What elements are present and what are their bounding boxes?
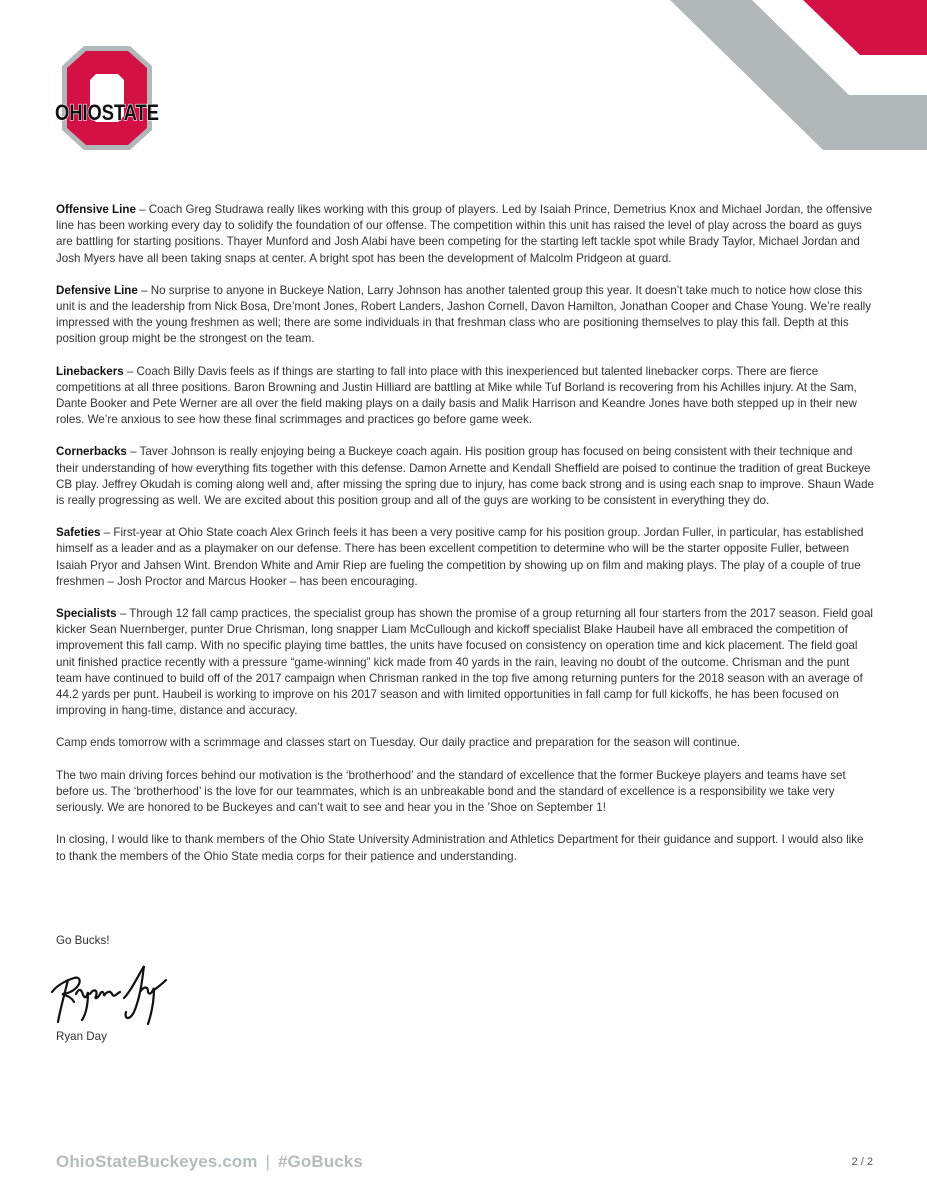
section-heading: Defensive Line	[56, 283, 138, 297]
paragraph-camp-ends: Camp ends tomorrow with a scrimmage and classes start on Tuesday. Our daily practice and preparation for the season will continue.	[56, 736, 741, 750]
section-heading: Cornerbacks	[56, 445, 127, 459]
svg-text:OHIOSTATE: OHIOSTATE	[55, 100, 159, 125]
section-text: – Through 12 fall camp practices, the specialist group has shown the promise of a group returning all four starters from the 2017 season. Field goal kicker Sean Nuernberger, punter Drue Chrisman, long snapper Liam McCullough and kickoff specialist Blake Haubeil have all embraced the competition of improvement this fall camp. With no specific playing time battles, the units have focused on consistency on operation time and kick placement. The field goal unit finished practice recently with a pressure “game-winning” kick made from 40 yards in the rain, leaving no doubt of the outcome. Chrisman and the punt team have continued to build off of the 2017 campaign when Chrisman ranked in the top five among returning punters for the 2018 season with an average of 44.2 yards per punt. Haubeil is working to improve on his 2017 season and with limited opportunities in fall camp for full kickoffs, he has been focused on improving in hang-time, distance and accuracy.	[56, 607, 873, 718]
footer-hashtag: #GoBucks	[277, 1152, 363, 1171]
section-specialists	[56, 606, 874, 719]
section-offensive-line	[56, 202, 874, 267]
signature-image	[48, 958, 173, 1030]
section-heading: Safeties	[56, 526, 101, 540]
paragraph-brotherhood: The two main driving forces behind our motivation is the ‘brotherhood’ and the standard of excellence that the former Buckeye players and teams have set before us. The ‘brotherhood’ is the love for our teammates, which is an unbreakable bond and the standard of excellence is a responsibility we take very seriously. We are honored to be Buckeyes and can’t wait to see and hear you in the ’Shoe on September 1!	[56, 768, 846, 815]
section-text: – No surprise to anyone in Buckeye Nation, Larry Johnson has another talented group this year. It doesn’t take much to notice how close this unit is and the leadership from Nick Bosa, Dre’mont Jones, Robert Landers, Jashon Cornell, Davon Hamilton, Jonathan Cooper and Chase Young. We’re really impressed with the young freshmen as well; there are some individuals in that freshman class who are positioning themselves to play this fall. Depth at this position group might be the strongest on the team.	[56, 283, 872, 346]
salutation: Go Bucks!	[56, 934, 110, 947]
footer-branding	[56, 1152, 363, 1172]
section-linebackers	[56, 364, 874, 429]
section-text: – First-year at Ohio State coach Alex Grinch feels it has been a very positive camp for his position group. Jordan Fuller, in particular, has established himself as a leader and as a playmaker on our defense. There has been excellent competition to determine who will be the starter opposite Fuller, between Isaiah Pryor and Jahsen Wint. Brendon White and Amir Riep are fueling the competition by showing up on film and making plays. The play of a couple of true freshmen – Josh Proctor and Marcus Hooker – has been encouraging.	[56, 526, 864, 588]
letter-body	[56, 202, 874, 881]
section-defensive-line	[56, 283, 874, 348]
signatory-name: Ryan Day	[56, 1030, 107, 1043]
page-number: 2 / 2	[851, 1156, 873, 1168]
footer-separator: |	[265, 1152, 270, 1171]
section-heading: Specialists	[56, 607, 117, 621]
section-text: – Coach Billy Davis feels as if things are starting to fall into place with this inexperienced but talented linebacker corps. There are fierce competitions at all three positions. Baron Browning and Justin Hilliard are battling at Mike while Tuf Borland is recovering from his Achilles injury. At the Sam, Dante Booker and Pete Werner are all over the field making plays on a daily basis and Malik Harrison and Keandre Jones have both stepped up in their new roles. We’re anxious to see how these final scrimmages and practices go before game week.	[56, 364, 857, 427]
paragraph-closing-thanks: In closing, I would like to thank members of the Ohio State University Administration and Athletics Department for their guidance and support. I would also like to thank the members of the Ohio State media corps for their patience and understanding.	[56, 833, 864, 863]
section-cornerbacks	[56, 444, 874, 509]
corner-stripes-graphic	[660, 0, 927, 160]
section-heading: Linebackers	[56, 364, 124, 378]
section-heading: Offensive Line	[56, 203, 136, 216]
section-text: – Taver Johnson is really enjoying being a Buckeye coach again. His position group has focused on being consistent with their technique and their understanding of how everything fits together with this defense. Damon Arnette and Kendall Sheffield are poised to continue the tradition of great Buckeye CB play. Jeffrey Okudah is coming along well and, after missing the spring due to injury, has come back strong and is using each snap to improve. Shaun Wade is really progressing as well. We are excited about this position group and all of the guys are working to be consistent in everything they do.	[56, 445, 875, 508]
section-safeties	[56, 525, 874, 590]
footer-website-link[interactable]: OhioStateBuckeyes.com	[56, 1152, 258, 1171]
ohio-state-logo	[52, 44, 162, 152]
scarlet-stripe	[803, 0, 927, 55]
section-text: – Coach Greg Studrawa really likes working with this group of players. Led by Isaiah Prince, Demetrius Knox and Michael Jordan, the offensive line has been working every day to solidify the foundation of our offense. The competition within this unit has raised the level of play across the board as guys are battling for starting positions. Thayer Munford and Josh Alabi have been competing for the starting left tackle spot while Brady Taylor, Michael Jordan and Josh Myers have all been taking snaps at center. A bright spot has been the development of Malcolm Pridgeon at guard.	[56, 203, 873, 265]
